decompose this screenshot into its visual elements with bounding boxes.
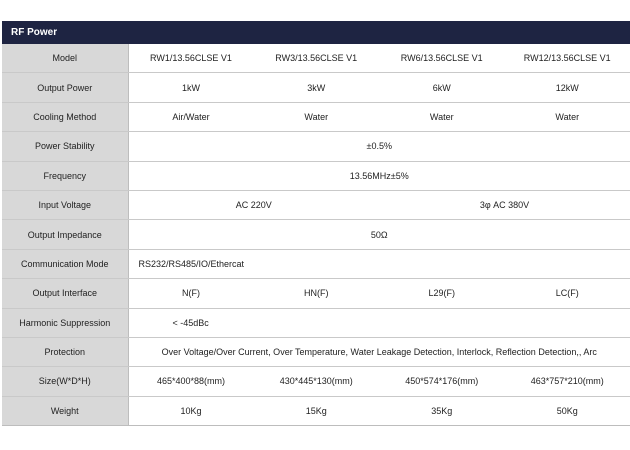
row-label: Output Power <box>2 73 128 102</box>
row-weight <box>2 396 630 425</box>
row-label: Model <box>2 44 128 73</box>
cell: Water <box>254 102 380 131</box>
cell: 6kW <box>379 73 505 102</box>
cell: RW12/13.56CLSE V1 <box>505 44 630 73</box>
row-label: Harmonic Suppression <box>2 308 128 337</box>
row-label: Frequency <box>2 161 128 190</box>
cell: Over Voltage/Over Current, Over Temperature, Water Leakage Detection, Interlock, Reflection Detection,, Arc <box>128 337 630 366</box>
row-label: Cooling Method <box>2 102 128 131</box>
cell: Air/Water <box>128 102 254 131</box>
row-model <box>2 44 630 73</box>
cell: HN(F) <box>254 279 380 308</box>
cell: 13.56MHz±5% <box>128 161 630 190</box>
row-label: Protection <box>2 337 128 366</box>
cell: 50Ω <box>128 220 630 249</box>
row-protection <box>2 337 630 366</box>
table-title: RF Power <box>2 21 630 44</box>
row-output-power <box>2 73 630 102</box>
row-label: Input Voltage <box>2 190 128 219</box>
row-harmonic-suppression <box>2 308 630 337</box>
row-label: Communication Mode <box>2 249 128 278</box>
cell: LC(F) <box>505 279 630 308</box>
row-input-voltage <box>2 190 630 219</box>
row-frequency <box>2 161 630 190</box>
cell: ±0.5% <box>128 132 630 161</box>
cell: 15Kg <box>254 396 380 425</box>
cell: 463*757*210(mm) <box>505 367 630 396</box>
cell: RS232/RS485/IO/Ethercat <box>128 249 630 278</box>
row-label: Size(W*D*H) <box>2 367 128 396</box>
cell: 1kW <box>128 73 254 102</box>
cell: N(F) <box>128 279 254 308</box>
row-output-interface <box>2 279 630 308</box>
row-size <box>2 367 630 396</box>
cell: Water <box>379 102 505 131</box>
row-label: Weight <box>2 396 128 425</box>
row-label: Output Impedance <box>2 220 128 249</box>
cell: RW6/13.56CLSE V1 <box>379 44 505 73</box>
cell: Water <box>505 102 630 131</box>
row-label: Output Interface <box>2 279 128 308</box>
cell: 430*445*130(mm) <box>254 367 380 396</box>
cell: 50Kg <box>505 396 630 425</box>
rf-power-spec-table <box>2 21 630 426</box>
cell: AC 220V <box>128 190 379 219</box>
cell: 35Kg <box>379 396 505 425</box>
cell: 3φ AC 380V <box>379 190 630 219</box>
cell: 3kW <box>254 73 380 102</box>
row-cooling-method <box>2 102 630 131</box>
cell: 465*400*88(mm) <box>128 367 254 396</box>
row-output-impedance <box>2 220 630 249</box>
row-communication-mode <box>2 249 630 278</box>
cell: 10Kg <box>128 396 254 425</box>
cell: 12kW <box>505 73 630 102</box>
cell: RW3/13.56CLSE V1 <box>254 44 380 73</box>
row-label: Power Stability <box>2 132 128 161</box>
cell: RW1/13.56CLSE V1 <box>128 44 254 73</box>
cell: 450*574*176(mm) <box>379 367 505 396</box>
spec-table <box>2 44 630 426</box>
cell: L29(F) <box>379 279 505 308</box>
cell: < -45dBc <box>128 308 630 337</box>
row-power-stability <box>2 132 630 161</box>
